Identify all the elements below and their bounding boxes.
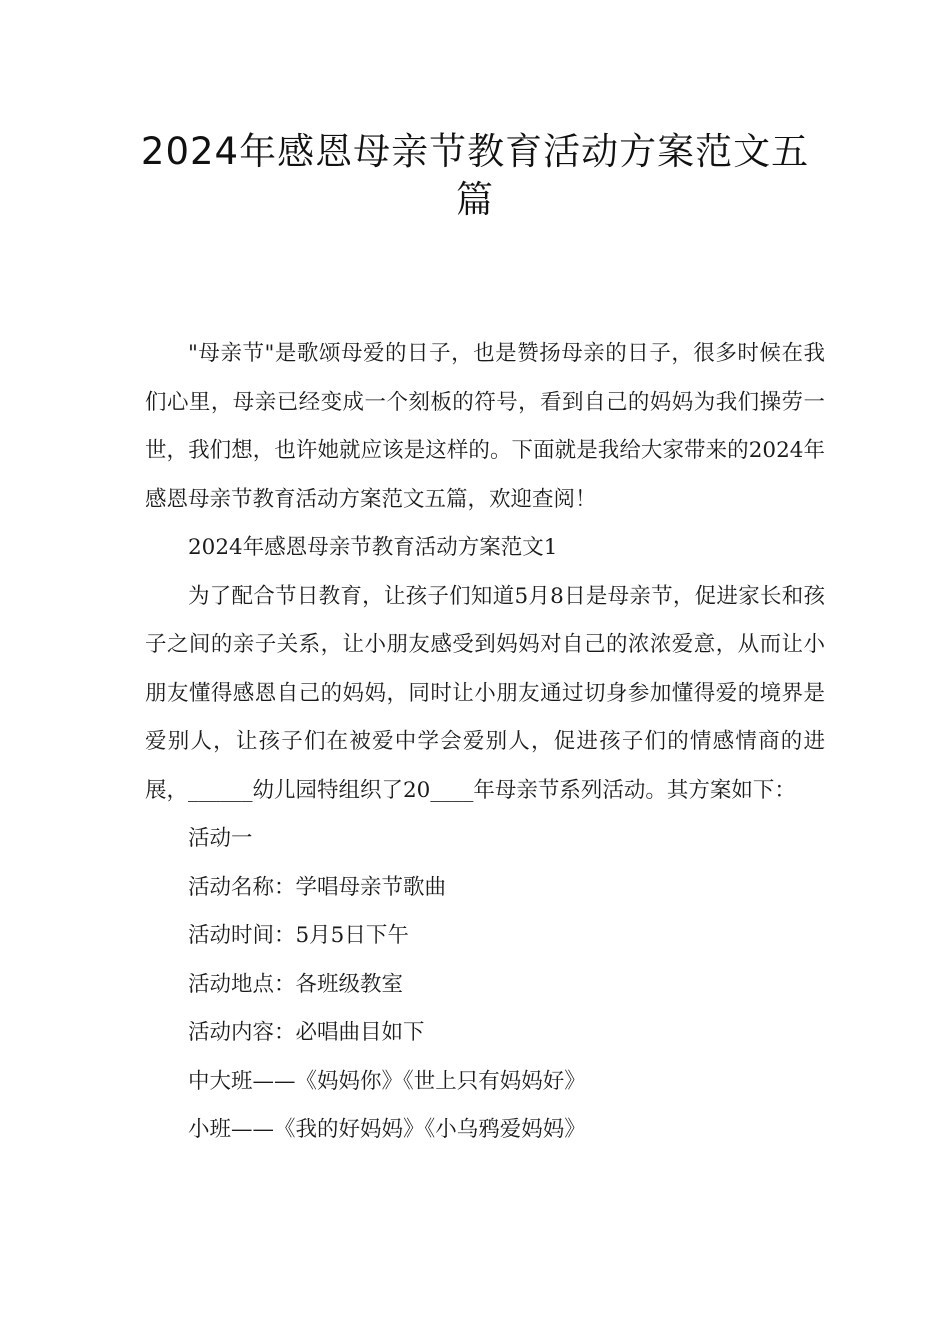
document-title: 2024年感恩母亲节教育活动方案范文五篇 bbox=[140, 130, 810, 221]
songs-junior-class: 小班——《我的好妈妈》《小乌鸦爱妈妈》 bbox=[188, 1117, 586, 1142]
activity-time: 活动时间：5月5日下午 bbox=[188, 923, 409, 948]
intro-paragraph: "母亲节"是歌颂母爱的日子，也是赞扬母亲的日子，很多时候在我们心里，母亲已经变成一个刻板的符号，看到自己的妈妈为我们操劳一世，我们想，也许她就应该是这样的。下面就是我给大家带来的2024年感恩母亲节教育活动方案范文五篇，欢迎查阅！ bbox=[145, 341, 825, 512]
activity-place: 活动地点：各班级教室 bbox=[188, 971, 404, 997]
activity-label: 活动一 bbox=[188, 826, 253, 851]
activity-name: 活动名称：学唱母亲节歌曲 bbox=[188, 874, 447, 900]
document-body bbox=[145, 330, 825, 1155]
section-heading: 2024年感恩母亲节教育活动方案范文1 bbox=[188, 535, 558, 560]
activity-content: 活动内容：必唱曲目如下 bbox=[188, 1020, 425, 1045]
songs-senior-class: 中大班——《妈妈你》《世上只有妈妈好》 bbox=[188, 1068, 586, 1094]
plan-paragraph: 为了配合节日教育，让孩子们知道5月8日是母亲节，促进家长和孩子之间的亲子关系，让小朋友感受到妈妈对自己的浓浓爱意，从而让小朋友懂得感恩自己的妈妈，同时让小朋友通过切身参加懂得爱的境界是爱别人，让孩子们在被爱中学会爱别人，促进孩子们的情感情商的进展，______幼儿园特组织了20____年母亲节系列活动。其方案如下： bbox=[145, 583, 825, 803]
